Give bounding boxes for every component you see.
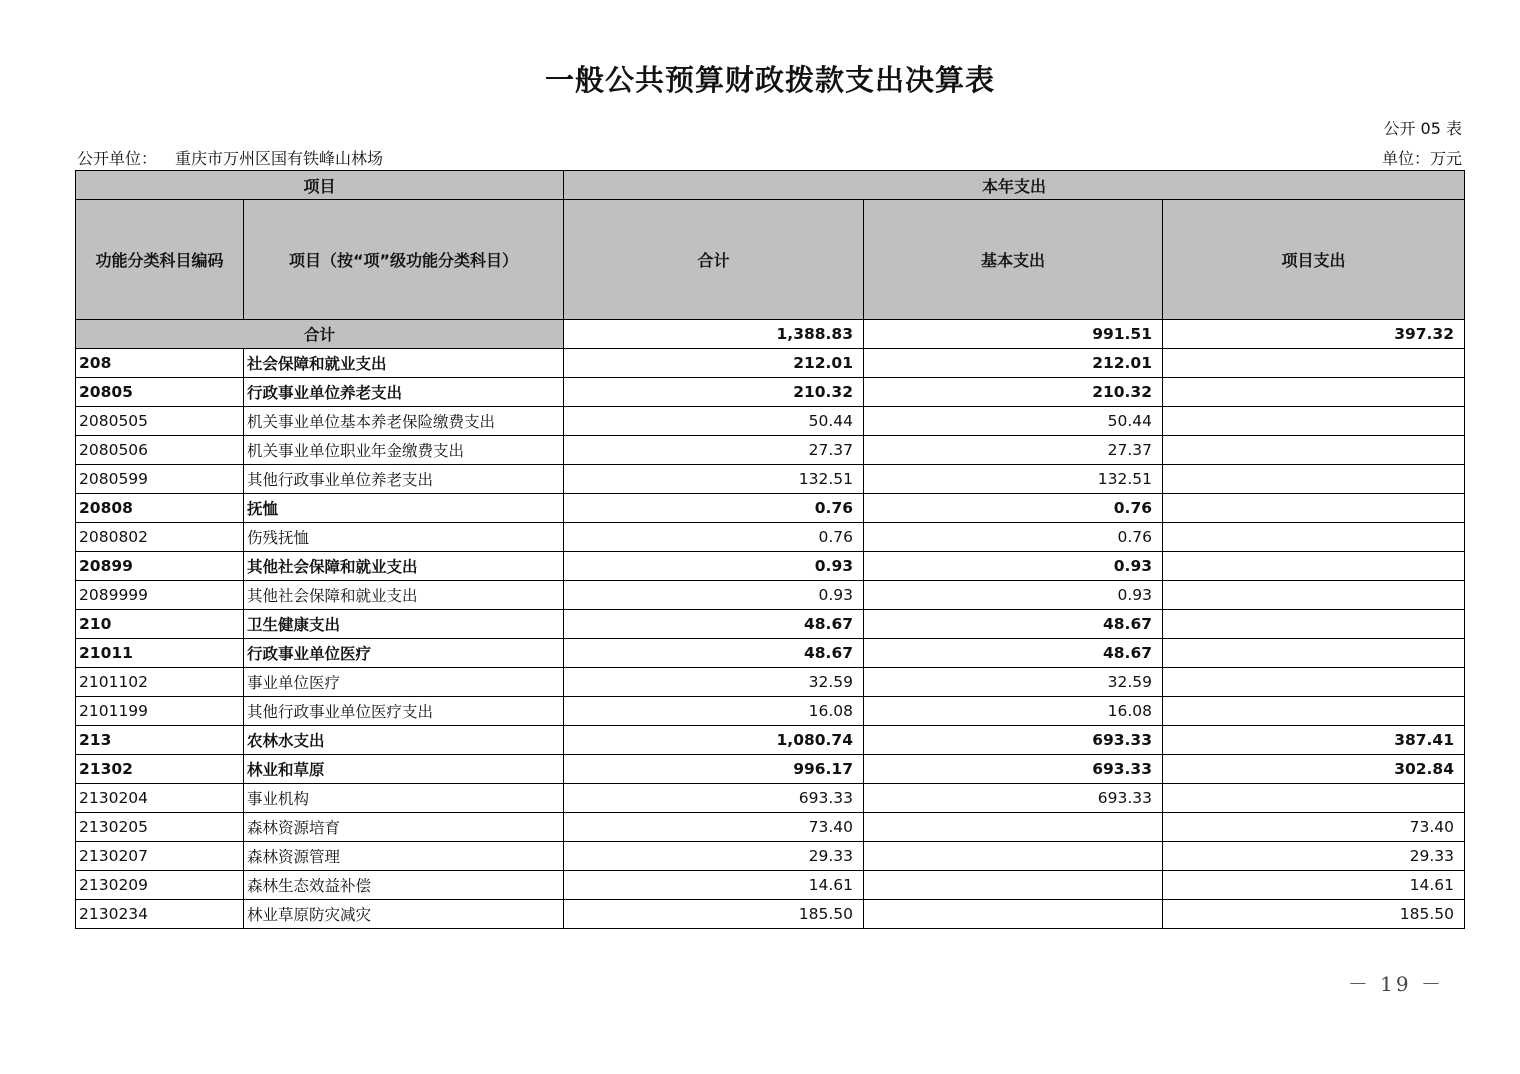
table-row <box>76 639 1465 668</box>
row-total: 0.76 <box>564 494 864 523</box>
row-total: 27.37 <box>564 436 864 465</box>
row-project <box>1163 581 1465 610</box>
row-total: 16.08 <box>564 697 864 726</box>
row-project: 302.84 <box>1163 755 1465 784</box>
row-name: 机关事业单位职业年金缴费支出 <box>244 436 564 465</box>
row-total: 32.59 <box>564 668 864 697</box>
row-total: 185.50 <box>564 900 864 929</box>
row-name: 森林资源管理 <box>244 842 564 871</box>
row-project <box>1163 407 1465 436</box>
row-project: 185.50 <box>1163 900 1465 929</box>
table-row <box>76 378 1465 407</box>
row-total: 996.17 <box>564 755 864 784</box>
total-row-total: 1,388.83 <box>564 320 864 349</box>
row-project <box>1163 784 1465 813</box>
header-item: 项目（按“项”级功能分类科目） <box>244 200 564 320</box>
row-name: 机关事业单位基本养老保险缴费支出 <box>244 407 564 436</box>
row-total: 693.33 <box>564 784 864 813</box>
row-project <box>1163 378 1465 407</box>
table-row <box>76 813 1465 842</box>
table-row <box>76 349 1465 378</box>
row-code: 20899 <box>76 552 244 581</box>
row-basic <box>864 813 1163 842</box>
row-total: 48.67 <box>564 639 864 668</box>
row-basic <box>864 900 1163 929</box>
page-number: － 19 － <box>1347 972 1444 996</box>
total-row-basic: 991.51 <box>864 320 1163 349</box>
row-code: 2101199 <box>76 697 244 726</box>
row-total: 1,080.74 <box>564 726 864 755</box>
row-basic: 32.59 <box>864 668 1163 697</box>
row-code: 2130207 <box>76 842 244 871</box>
header-row-group <box>76 171 1465 200</box>
row-name: 森林生态效益补偿 <box>244 871 564 900</box>
row-code: 208 <box>76 349 244 378</box>
row-basic: 693.33 <box>864 784 1163 813</box>
row-name: 行政事业单位养老支出 <box>244 378 564 407</box>
row-total: 0.93 <box>564 552 864 581</box>
row-basic: 693.33 <box>864 726 1163 755</box>
header-code: 功能分类科目编码 <box>76 200 244 320</box>
row-basic: 210.32 <box>864 378 1163 407</box>
row-project <box>1163 668 1465 697</box>
row-total: 212.01 <box>564 349 864 378</box>
row-basic: 27.37 <box>864 436 1163 465</box>
total-row <box>76 320 1465 349</box>
row-project <box>1163 494 1465 523</box>
row-code: 21011 <box>76 639 244 668</box>
row-name: 事业单位医疗 <box>244 668 564 697</box>
row-total: 73.40 <box>564 813 864 842</box>
row-project <box>1163 639 1465 668</box>
publishing-unit-label: 公开单位： <box>77 149 158 168</box>
table-row <box>76 871 1465 900</box>
row-basic: 693.33 <box>864 755 1163 784</box>
row-basic: 132.51 <box>864 465 1163 494</box>
header-total: 合计 <box>564 200 864 320</box>
page-title: 一般公共预算财政拨款支出决算表 <box>544 63 995 97</box>
table-row <box>76 755 1465 784</box>
row-project: 387.41 <box>1163 726 1465 755</box>
row-basic <box>864 842 1163 871</box>
publishing-unit <box>77 146 383 169</box>
row-total: 0.93 <box>564 581 864 610</box>
row-total: 0.76 <box>564 523 864 552</box>
table-row <box>76 610 1465 639</box>
row-name: 林业草原防灾减灾 <box>244 900 564 929</box>
row-code: 213 <box>76 726 244 755</box>
row-total: 210.32 <box>564 378 864 407</box>
row-code: 2080505 <box>76 407 244 436</box>
row-name: 林业和草原 <box>244 755 564 784</box>
table-row <box>76 523 1465 552</box>
row-total: 48.67 <box>564 610 864 639</box>
row-code: 2130209 <box>76 871 244 900</box>
row-basic: 48.67 <box>864 639 1163 668</box>
row-basic: 212.01 <box>864 349 1163 378</box>
table-row <box>76 668 1465 697</box>
row-code: 2130234 <box>76 900 244 929</box>
row-basic: 0.76 <box>864 494 1163 523</box>
row-basic: 0.93 <box>864 552 1163 581</box>
row-code: 2101102 <box>76 668 244 697</box>
row-code: 2080506 <box>76 436 244 465</box>
row-name: 森林资源培育 <box>244 813 564 842</box>
expenditure-table <box>75 170 1465 929</box>
row-project <box>1163 697 1465 726</box>
table-row <box>76 407 1465 436</box>
publishing-unit-name: 重庆市万州区国有铁峰山林场 <box>175 149 384 168</box>
row-project: 14.61 <box>1163 871 1465 900</box>
row-code: 2130205 <box>76 813 244 842</box>
table-row <box>76 697 1465 726</box>
row-code: 20805 <box>76 378 244 407</box>
row-name: 行政事业单位医疗 <box>244 639 564 668</box>
row-basic <box>864 871 1163 900</box>
header-project: 项目 <box>76 171 564 200</box>
row-name: 其他行政事业单位养老支出 <box>244 465 564 494</box>
row-name: 其他社会保障和就业支出 <box>244 552 564 581</box>
row-name: 卫生健康支出 <box>244 610 564 639</box>
row-code: 21302 <box>76 755 244 784</box>
row-name: 抚恤 <box>244 494 564 523</box>
header-project-expenditure: 项目支出 <box>1163 200 1465 320</box>
table-row <box>76 726 1465 755</box>
row-project <box>1163 349 1465 378</box>
row-name: 其他社会保障和就业支出 <box>244 581 564 610</box>
table-row <box>76 465 1465 494</box>
row-basic: 16.08 <box>864 697 1163 726</box>
row-code: 2080802 <box>76 523 244 552</box>
row-name: 伤残抚恤 <box>244 523 564 552</box>
row-basic: 50.44 <box>864 407 1163 436</box>
row-project <box>1163 610 1465 639</box>
table-row <box>76 900 1465 929</box>
row-name: 事业机构 <box>244 784 564 813</box>
header-basic: 基本支出 <box>864 200 1163 320</box>
row-code: 2080599 <box>76 465 244 494</box>
row-project <box>1163 552 1465 581</box>
row-total: 50.44 <box>564 407 864 436</box>
row-project <box>1163 465 1465 494</box>
header-row-columns <box>76 200 1465 320</box>
row-code: 20808 <box>76 494 244 523</box>
row-total: 14.61 <box>564 871 864 900</box>
row-name: 农林水支出 <box>244 726 564 755</box>
row-basic: 0.76 <box>864 523 1163 552</box>
currency-unit: 单位：万元 <box>1381 149 1462 168</box>
row-project <box>1163 523 1465 552</box>
row-basic: 48.67 <box>864 610 1163 639</box>
row-project: 29.33 <box>1163 842 1465 871</box>
row-total: 29.33 <box>564 842 864 871</box>
row-code: 2089999 <box>76 581 244 610</box>
row-total: 132.51 <box>564 465 864 494</box>
total-row-label: 合计 <box>76 320 564 349</box>
table-number: 公开 05 表 <box>1383 119 1462 138</box>
table-row <box>76 494 1465 523</box>
table-row <box>76 842 1465 871</box>
row-name: 其他行政事业单位医疗支出 <box>244 697 564 726</box>
row-name: 社会保障和就业支出 <box>244 349 564 378</box>
total-row-project: 397.32 <box>1163 320 1465 349</box>
row-code: 210 <box>76 610 244 639</box>
row-project <box>1163 436 1465 465</box>
header-this-year: 本年支出 <box>564 171 1465 200</box>
row-project: 73.40 <box>1163 813 1465 842</box>
row-code: 2130204 <box>76 784 244 813</box>
table-row <box>76 436 1465 465</box>
table-row <box>76 581 1465 610</box>
row-basic: 0.93 <box>864 581 1163 610</box>
table-row <box>76 552 1465 581</box>
table-row <box>76 784 1465 813</box>
